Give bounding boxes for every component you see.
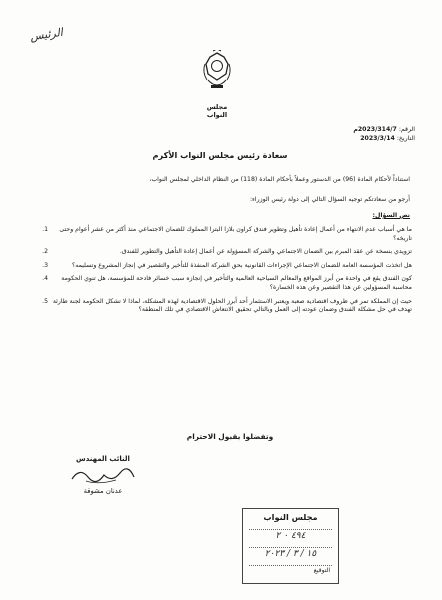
question-item [40, 275, 412, 292]
question-text: تزويدي بنسخة عن عقد المبرم بين الضمان الاجتماعي والشركة المسؤولة عن أعمال إعادة التأهيل والتطوير للفندق. [119, 248, 412, 256]
coat-of-arms-icon [200, 50, 234, 98]
signer-name: عدنان مشوقة [83, 487, 123, 495]
stamp-title: مجلس النواب [263, 512, 318, 522]
number-label: الرقم: [398, 126, 415, 133]
question-number: 2. [42, 248, 48, 256]
question-number: 3. [42, 261, 48, 269]
handwritten-signature-icon [68, 465, 138, 487]
request-line [40, 196, 410, 205]
reference-number-row [305, 126, 415, 135]
reference-block [305, 126, 415, 143]
intro-line-2: أرجو من سعادتكم توجيه السؤال التالي إلى دولة رئيس الوزراء: [249, 196, 410, 203]
stamp-number: ٤٩٤ ٠ ٢ [275, 531, 306, 541]
question-number: 4. [42, 275, 48, 283]
reference-date-row [305, 135, 415, 144]
stamp-date: ١٥ / ٣ / ٢٠٢٣ [264, 549, 317, 559]
date-value: 2023/3/14 [360, 134, 395, 142]
question-text: كون الفندق يقع في واحدة من أبرز المواقع والمعالم السياحية العالمية والتأخير في إنجازه سبب خسائر فادحة للمؤسسة، هل تنوي الحكومة محاسبة المسؤولين عن هذا التقصير وعن هذه الخسارة؟ [61, 275, 412, 291]
question-item [40, 262, 412, 271]
closing-line: وتفضلوا بقبول الاحترام [186, 432, 274, 441]
number-value: 2023/314/7م [353, 126, 397, 133]
question-text: حيث إن المملكة تمر في ظروف اقتصادية صعبة ويعتبر الاستثمار أحد أبرز الحلول الاقتصادية لهذه المشكلة، لماذا لا تشكل الحكومة لجنة طارئة تهدف في حل مشكلة الفندق وضمان عودته إلى العمل وبالتالي تحقيق الانتعاش الاقتصادي في تلك المنطقة؟ [52, 297, 412, 314]
question-item [40, 298, 412, 315]
stamp-signature-label: التوقيع [313, 567, 330, 574]
questions-list [40, 226, 412, 315]
signer-title: النائب المهندس [76, 455, 130, 463]
registration-stamp [242, 508, 339, 584]
intro-line-1: استناداً لأحكام المادة (96) من الدستور وعملاً بأحكام المادة (118) من النظام الداخلي لمجلس النواب، [149, 176, 410, 183]
question-item [40, 248, 412, 257]
document-title: سعادة رئيس مجلس النواب الأكرم [152, 150, 288, 160]
question-text: ما هي أسباب عدم الانتهاء من أعمال إعادة تأهيل وتطوير فندق كراون بلازا البترا المملوك للضمان الاجتماعي منذ أكثر من عشر أعوام وحتى تاريخه؟ [59, 226, 412, 242]
intro-paragraph [40, 176, 410, 185]
date-label: التاريخ: [396, 134, 415, 142]
question-text: هل اتخذت المؤسسة العامة للضمان الاجتماعي الإجراءات القانونية بحق الشركة المنفذة للتأخير والتقصير في إنجاز المشروع وتسليمه؟ [71, 261, 412, 269]
question-section-label: نص السؤال: [372, 212, 410, 219]
corner-handwritten-note [29, 26, 63, 43]
signature-block [58, 455, 148, 495]
question-number: 1. [42, 226, 48, 233]
emblem-caption: مجلس النواب [206, 103, 228, 119]
question-number: 5. [42, 297, 48, 305]
corner-note-text: الرئيس [29, 25, 64, 44]
question-item [40, 226, 412, 243]
jordan-parliament-emblem [200, 50, 234, 119]
